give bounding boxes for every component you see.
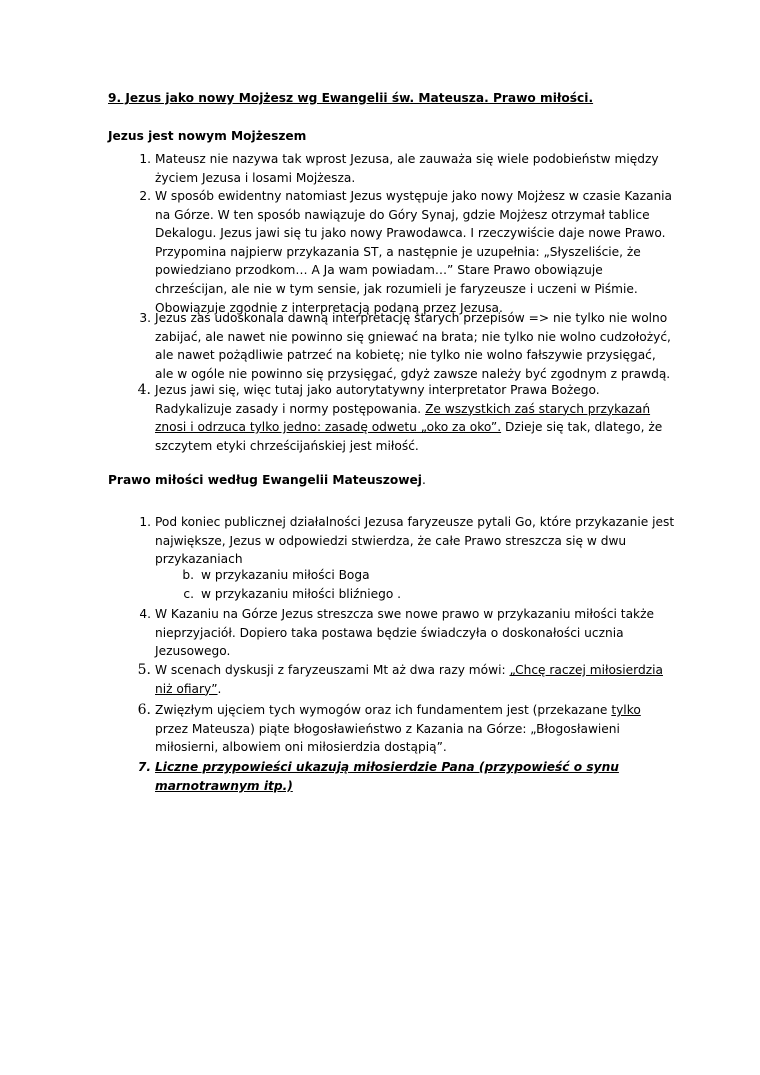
list-number: 3. (139, 311, 151, 325)
item-text: przez Mateusza) piąte błogosławieństwo z Kazania na Górze: „Błogosławieni miłosierni, albowiem oni miłosierdzia dostąpią”. (155, 721, 620, 755)
list-number: 4. (139, 607, 151, 621)
list-item (155, 701, 675, 757)
list-item (155, 381, 675, 455)
list-item: W sposób ewidentny natomiast Jezus występuje jako nowy Mojżesz w czasie Kazania na Górze. W ten sposób nawiązuje do Góry Synaj, gdzie Mojżesz otrzymał tablice Dekalogu. Jezus jawi się tu jako nowy Prawodawca. I rzeczywiście daje nowe Prawo. Przypomina najpierw przykazania ST, a następnie je uzupełnia: „Słyszeliście, że powiedziano przodkom… A Ja wam powiadam…” Stare Prawo obowiązuje chrześcijan, ale nie w tym sensie, jak rozumieli je faryzeusze i uczeni w Piśmie. Obowiązuje zgodnie z interpretacją podaną przez Jezusa. (155, 189, 673, 315)
item-text: Zwięzłym ujęciem tych wymogów oraz ich fundamentem jest (przekazane (155, 703, 612, 717)
section-heading-moses: Jezus jest nowym Mojżeszem (108, 129, 307, 143)
item-text: Jezus jawi się, więc tutaj jako autorytatywny interpretator Prawa Bożego. Radykalizuje zasady i normy postępowania. (155, 383, 600, 416)
sublist-item: w przykazaniu miłości Boga (201, 568, 370, 582)
item-text: . (217, 681, 222, 696)
sublist-letter: b. (182, 568, 194, 582)
underlined-text: Ze wszystkich zaś starych przykazań znosi i odrzuca tylko jedno: zasadę odwetu „oko za oko”. (155, 401, 651, 435)
underlined-text: „Chcę raczej miłosierdzia niż ofiary” (155, 663, 663, 696)
list-number: 1. (139, 515, 151, 529)
list-item: Mateusz nie nazywa tak wprost Jezusa, ale zauważa się wiele podobieństw między życiem Jezusa i losami Mojżesza. (155, 152, 659, 185)
list-item: Pod koniec publicznej działalności Jezusa faryzeusze pytali Go, które przykazanie jest największe, Jezus w odpowiedzi stwierdza, że całe Prawo streszcza się w dwu przykazaniach (155, 515, 675, 567)
list-number: 6. (137, 702, 151, 718)
section-heading-love (108, 473, 426, 487)
list-number: 1. (139, 152, 151, 166)
sublist-item: w przykazaniu miłości bliźniego . (201, 587, 402, 601)
item-text: Dzieje się tak, dlatego, że szczytem etyki chrześcijańskiej jest miłość. (155, 420, 663, 453)
heading-suffix: . (421, 473, 426, 487)
list-item: W Kazaniu na Górze Jezus streszcza swe nowe prawo w przykazaniu miłości także nieprzyjaciół. Dopiero taka postawa będzie świadczyła o doskonałości ucznia Jezusowego. (155, 607, 654, 659)
list-item: Liczne przypowieści ukazują miłosierdzie Pana (przypowieść o synu marnotrawnym itp.) (155, 760, 619, 793)
list-number: 4. (137, 382, 151, 398)
item-text: W scenach dyskusji z faryzeuszami Mt aż dwa razy mówi: (155, 663, 510, 677)
page-title: 9. Jezus jako nowy Mojżesz wg Ewangelii św. Mateusza. Prawo miłości. (108, 91, 594, 105)
list-number: 5. (137, 662, 151, 678)
list-item: Jezus zaś udoskonala dawną interpretację starych przepisów => nie tylko nie wolno zabijać, ale nawet nie powinno się gniewać na brata; nie tylko nie wolno cudzołożyć, ale nawet pożądliwie patrzeć na kobietę; nie tylko nie wolno fałszywie przysięgać, ale w ogóle nie powinno się przysięgać, gdyż zawsze należy być zgodnym z prawdą. (155, 311, 671, 381)
underlined-text: tylko (611, 703, 641, 717)
list-number: 2. (139, 189, 151, 203)
list-item (155, 661, 675, 698)
heading-text: Prawo miłości według Ewangelii Mateuszowej (108, 473, 422, 487)
sublist-letter: c. (183, 587, 194, 601)
list-number: 7. (137, 760, 151, 774)
